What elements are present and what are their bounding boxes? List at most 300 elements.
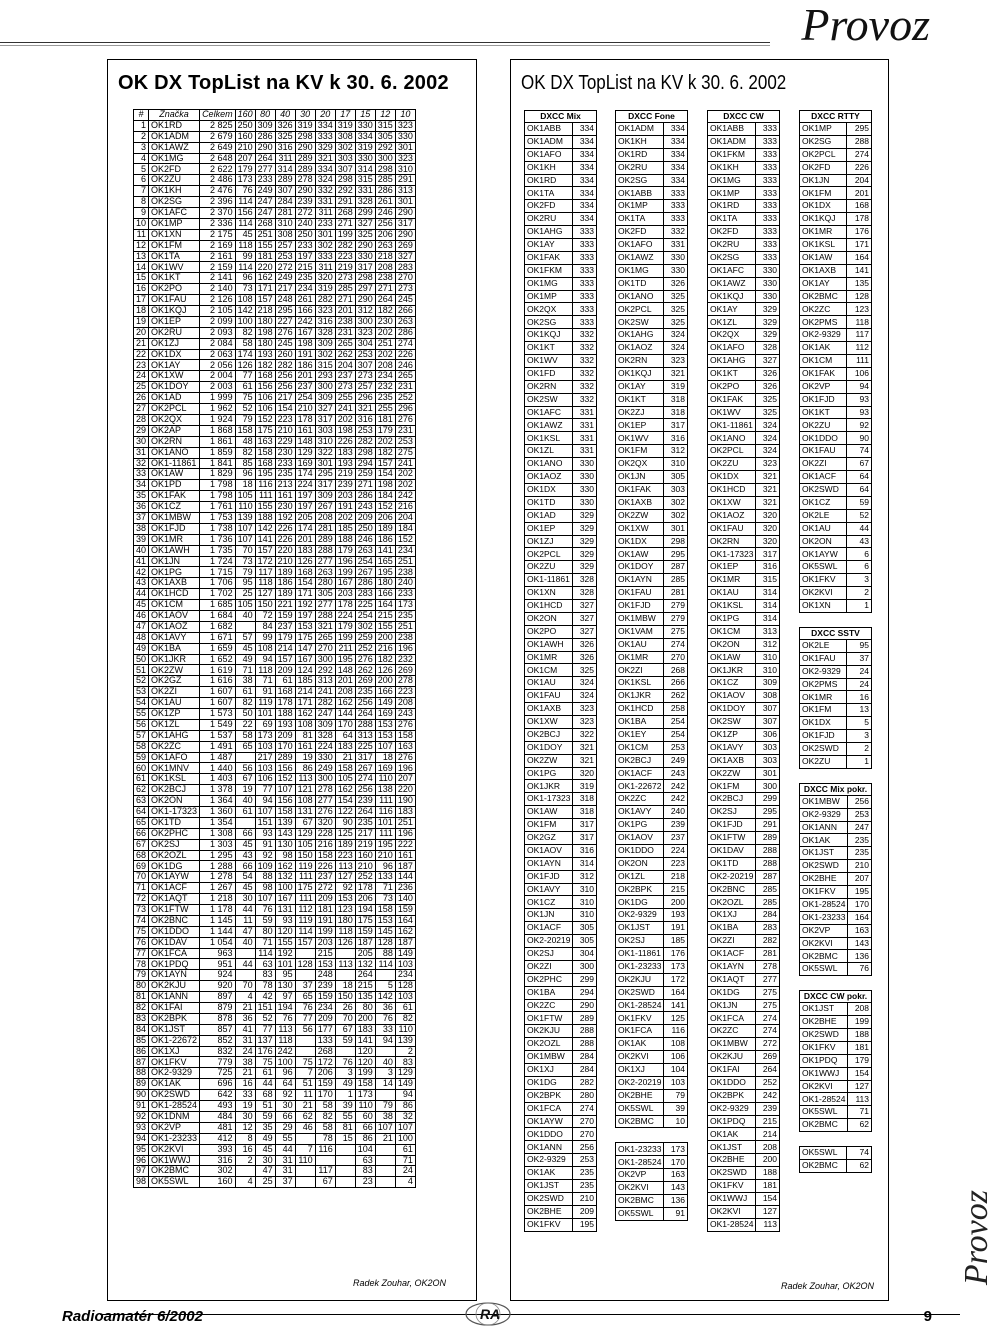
value-cell: 271 — [335, 218, 355, 229]
table-row — [134, 262, 416, 273]
callsign-cell: OK2-20219 — [616, 1076, 664, 1089]
value-cell: 77 — [255, 1024, 275, 1035]
callsign-cell: OK1ACF — [800, 471, 847, 484]
value-cell: 317 — [355, 262, 375, 273]
table-row — [616, 329, 688, 342]
value-cell: 25 — [134, 382, 149, 393]
value-cell: 192 — [295, 600, 315, 611]
table-row — [134, 436, 416, 447]
value-cell: 201 — [295, 534, 315, 545]
value-cell: 65 — [134, 817, 149, 828]
count-cell: 326 — [756, 367, 780, 380]
value-cell: 393 — [200, 1144, 236, 1155]
value-cell: 65 — [295, 992, 315, 1003]
count-cell: 333 — [756, 123, 780, 136]
value-cell: 150 — [335, 992, 355, 1003]
value-cell: 2 161 — [200, 251, 236, 262]
value-cell: 25 — [255, 1177, 275, 1188]
count-cell: 94 — [847, 380, 872, 393]
value-cell: 91 — [255, 687, 275, 698]
value-cell: 1 671 — [200, 632, 236, 643]
value-cell: 309 — [315, 719, 335, 730]
value-cell: 323 — [395, 153, 415, 164]
table-row — [134, 763, 416, 774]
value-cell: 242 — [395, 491, 415, 502]
callsign-cell: OK1-28524 — [800, 898, 848, 911]
value-cell: 211 — [335, 643, 355, 654]
value-cell: 179 — [335, 545, 355, 556]
callsign-cell: OK1DOY — [616, 561, 664, 574]
callsign-cell: OK1-11861 — [525, 574, 573, 587]
callsign-cell: OK2-9329 — [525, 1154, 573, 1167]
value-cell: 69 — [255, 719, 275, 730]
value-cell: 194 — [275, 1003, 295, 1014]
table-row — [800, 1160, 872, 1173]
value-cell: 1 440 — [200, 763, 236, 774]
count-cell: 321 — [664, 367, 688, 380]
callsign-cell: OK2VP — [149, 1122, 200, 1133]
value-cell — [335, 1144, 355, 1155]
count-cell: 243 — [664, 767, 688, 780]
table-row — [616, 445, 688, 458]
table-row — [134, 730, 416, 741]
value-cell: 181 — [315, 905, 335, 916]
table-row — [134, 1155, 416, 1166]
value-cell: 1 295 — [200, 850, 236, 861]
count-cell: 113 — [756, 1218, 780, 1231]
callsign-cell: OK1DDO — [708, 1076, 756, 1089]
dxcc-table-title: DXCC Mix pokr. — [800, 783, 872, 795]
table-row — [525, 1115, 597, 1128]
table-row — [134, 502, 416, 513]
table-row — [134, 1101, 416, 1112]
table-row — [708, 1167, 780, 1180]
value-cell: 86 — [134, 1046, 149, 1057]
value-cell: 154 — [275, 404, 295, 415]
table-row — [708, 1076, 780, 1089]
count-cell: 116 — [664, 1025, 688, 1038]
table-row — [800, 342, 872, 355]
value-cell: 297 — [355, 284, 375, 295]
count-cell: 288 — [847, 135, 872, 148]
count-cell: 334 — [573, 123, 597, 136]
callsign-cell: OK2FD — [708, 226, 756, 239]
value-cell: 289 — [295, 153, 315, 164]
value-cell: 92 — [335, 883, 355, 894]
value-cell — [375, 1046, 395, 1057]
value-cell: 110 — [295, 1155, 315, 1166]
callsign-cell: OK2-9329 — [800, 808, 848, 821]
value-cell: 229 — [275, 436, 295, 447]
value-cell: 217 — [275, 284, 295, 295]
callsign-cell: OK1MBW — [149, 512, 200, 523]
table-row — [525, 561, 597, 574]
value-cell: 261 — [375, 197, 395, 208]
value-cell: 141 — [375, 545, 395, 556]
value-cell: 2 622 — [200, 164, 236, 175]
value-cell: 157 — [255, 545, 275, 556]
value-cell: 271 — [375, 284, 395, 295]
table-row — [800, 885, 872, 898]
value-cell — [335, 970, 355, 981]
value-cell: 257 — [275, 240, 295, 251]
value-cell: 22 — [134, 349, 149, 360]
value-cell: 151 — [255, 817, 275, 828]
callsign-cell: OK1RD — [616, 148, 664, 161]
count-cell: 332 — [573, 393, 597, 406]
callsign-cell: OK1WV — [616, 432, 664, 445]
value-cell: 315 — [375, 120, 395, 131]
value-cell: 43 — [134, 578, 149, 589]
count-cell: 314 — [756, 587, 780, 600]
value-cell: 17 — [134, 295, 149, 306]
value-cell: 33 — [235, 1090, 255, 1101]
table-row — [708, 277, 780, 290]
value-cell: 66 — [134, 828, 149, 839]
table-row — [525, 213, 597, 226]
table-row — [616, 960, 688, 973]
callsign-cell: OK2FD — [525, 200, 573, 213]
count-cell: 325 — [756, 393, 780, 406]
callsign-cell: OK2RU — [708, 239, 756, 252]
count-cell: 325 — [573, 664, 597, 677]
value-cell — [375, 1166, 395, 1177]
value-cell: 161 — [295, 741, 315, 752]
value-cell: 174 — [295, 523, 315, 534]
callsign-cell: OK1MP — [616, 200, 664, 213]
count-cell: 181 — [756, 1180, 780, 1193]
table-row — [800, 226, 872, 239]
value-cell: 95 — [235, 578, 255, 589]
callsign-cell: OK2KVI — [616, 1051, 664, 1064]
value-cell: 107 — [375, 741, 395, 752]
value-cell: 83 — [134, 1013, 149, 1024]
table-row — [800, 587, 872, 600]
value-cell: 277 — [315, 556, 335, 567]
value-cell: 288 — [315, 610, 335, 621]
table-row — [525, 986, 597, 999]
table-row — [800, 458, 872, 471]
callsign-cell: OK1AHG — [708, 355, 756, 368]
value-cell: 61 — [235, 807, 255, 818]
count-cell: 283 — [756, 922, 780, 935]
value-cell: 185 — [295, 676, 315, 687]
table-row — [800, 755, 872, 768]
count-cell: 215 — [664, 883, 688, 896]
callsign-cell: OK1FTW — [149, 905, 200, 916]
value-cell: 168 — [255, 371, 275, 382]
value-cell: 89 — [134, 1079, 149, 1090]
value-cell: 167 — [335, 578, 355, 589]
value-cell: 79 — [134, 970, 149, 981]
callsign-cell: OK1MBW — [616, 612, 664, 625]
value-cell: 101 — [255, 708, 275, 719]
count-cell: 284 — [573, 1064, 597, 1077]
callsign-cell: OK2ZW — [525, 754, 573, 767]
value-cell: 31 — [134, 447, 149, 458]
value-cell: 221 — [275, 600, 295, 611]
value-cell: 86 — [355, 1133, 375, 1144]
magazine-name: Radioamatér 6/2002 — [62, 1308, 203, 1325]
value-cell: 72 — [255, 610, 275, 621]
value-cell: 159 — [315, 992, 335, 1003]
callsign-cell: OK1ABB — [708, 123, 756, 136]
table-row — [708, 767, 780, 780]
dxcc-table-title: DXCC CW pokr. — [800, 991, 872, 1003]
callsign-cell: OK1JN — [525, 909, 573, 922]
value-cell: 249 — [315, 763, 335, 774]
table-row — [800, 1029, 872, 1042]
value-cell: 161 — [295, 425, 315, 436]
callsign-cell: OK1RD — [149, 120, 200, 131]
value-cell: 208 — [335, 687, 355, 698]
table-row — [525, 909, 597, 922]
value-cell: 34 — [134, 480, 149, 491]
table-row — [800, 717, 872, 730]
count-cell: 136 — [848, 950, 872, 963]
count-cell: 136 — [664, 1195, 688, 1208]
callsign-cell: OK2GZ — [525, 831, 573, 844]
table-row — [134, 469, 416, 480]
value-cell: 21 — [375, 1133, 395, 1144]
value-cell: 1 — [134, 120, 149, 131]
callsign-cell: OK1JST — [616, 922, 664, 935]
callsign-cell: OK1KT — [616, 393, 664, 406]
table-row — [800, 963, 872, 976]
value-cell: 54 — [134, 698, 149, 709]
count-cell: 291 — [756, 819, 780, 832]
table-row — [134, 186, 416, 197]
callsign-cell: OK1JKR — [149, 654, 200, 665]
value-cell: 217 — [355, 828, 375, 839]
callsign-cell: OK1AW — [708, 651, 756, 664]
value-cell — [335, 1177, 355, 1188]
dxcc-table — [707, 110, 780, 1232]
table-row — [525, 1205, 597, 1218]
value-cell: 272 — [295, 208, 315, 219]
dxcc-table-title: DXCC Fone — [616, 111, 688, 123]
callsign-cell: OK1MP — [149, 218, 200, 229]
count-cell: 299 — [756, 793, 780, 806]
value-cell: 235 — [375, 393, 395, 404]
table-row — [616, 703, 688, 716]
value-cell: 127 — [255, 589, 275, 600]
value-cell — [235, 948, 255, 959]
value-cell: 199 — [335, 229, 355, 240]
callsign-cell: OK2-20219 — [525, 935, 573, 948]
value-cell: 2 126 — [200, 295, 236, 306]
callsign-cell: OK1CM — [708, 625, 756, 638]
count-cell: 74 — [847, 1147, 872, 1160]
table-row — [134, 414, 416, 425]
value-cell: 292 — [315, 665, 335, 676]
value-cell: 187 — [395, 861, 415, 872]
table-row — [525, 264, 597, 277]
value-cell: 7 — [295, 1144, 315, 1155]
value-cell: 160 — [200, 1177, 236, 1188]
value-cell: 61 — [395, 1144, 415, 1155]
value-cell: 83 — [255, 970, 275, 981]
value-cell: 1 738 — [200, 523, 236, 534]
callsign-cell: OK2ON — [708, 638, 756, 651]
callsign-cell: OK1CZ — [708, 677, 756, 690]
column-header: 20 — [315, 110, 335, 121]
table-row — [525, 793, 597, 806]
value-cell: 168 — [255, 458, 275, 469]
callsign-cell: OK1AY — [708, 303, 756, 316]
table-row — [616, 458, 688, 471]
callsign-cell: OK1AQT — [708, 973, 756, 986]
callsign-cell: OK1-28524 — [616, 999, 664, 1012]
value-cell: 253 — [395, 436, 415, 447]
value-cell: 129 — [395, 1068, 415, 1079]
callsign-cell: OK2VP — [616, 1169, 664, 1182]
table-row — [800, 561, 872, 574]
value-cell: 160 — [235, 131, 255, 142]
value-cell: 18 — [134, 306, 149, 317]
value-cell: 58 — [315, 1122, 335, 1133]
value-cell: 201 — [295, 371, 315, 382]
table-row — [525, 1102, 597, 1115]
callsign-cell: OK2BCJ — [525, 728, 573, 741]
callsign-cell: OK2BPK — [149, 1013, 200, 1024]
callsign-cell: OK1AWH — [149, 545, 200, 556]
value-cell: 12 — [235, 1122, 255, 1133]
callsign-cell: OK1DX — [616, 535, 664, 548]
callsign-cell: OK2KVI — [800, 587, 847, 600]
table-row — [616, 342, 688, 355]
value-cell: 84 — [255, 621, 275, 632]
callsign-cell: OK1MP — [525, 290, 573, 303]
callsign-cell: OK2BMC — [800, 1119, 848, 1132]
callsign-cell: OK2RN — [525, 380, 573, 393]
callsign-cell: OK1TD — [149, 817, 200, 828]
callsign-cell: OK1-22672 — [616, 780, 664, 793]
count-cell: 240 — [664, 806, 688, 819]
count-cell: 106 — [664, 1051, 688, 1064]
value-cell: 205 — [295, 512, 315, 523]
value-cell: 262 — [335, 349, 355, 360]
value-cell: 76 — [134, 937, 149, 948]
count-cell: 284 — [756, 909, 780, 922]
table-row — [525, 1076, 597, 1089]
count-cell: 164 — [847, 251, 872, 264]
table-row — [616, 715, 688, 728]
count-cell: 185 — [664, 935, 688, 948]
table-row — [800, 200, 872, 213]
callsign-cell: OK2BCJ — [616, 754, 664, 767]
count-cell: 333 — [664, 200, 688, 213]
table-row — [800, 522, 872, 535]
count-cell: 247 — [848, 821, 872, 834]
value-cell: 129 — [295, 447, 315, 458]
table-row — [616, 883, 688, 896]
table-row — [134, 480, 416, 491]
table-row — [708, 1180, 780, 1193]
callsign-cell: OK1AY — [800, 277, 847, 290]
count-cell: 154 — [756, 1192, 780, 1205]
callsign-cell: OK1DG — [708, 986, 756, 999]
count-cell: 242 — [664, 793, 688, 806]
callsign-cell: OK1AK — [525, 1167, 573, 1180]
count-cell: 317 — [573, 831, 597, 844]
callsign-cell: OK1AHG — [525, 226, 573, 239]
value-cell: 333 — [315, 131, 335, 142]
count-cell: 307 — [756, 715, 780, 728]
count-cell: 299 — [573, 973, 597, 986]
count-cell: 95 — [847, 639, 872, 652]
count-cell: 318 — [664, 406, 688, 419]
value-cell: 282 — [355, 436, 375, 447]
table-row — [800, 174, 872, 187]
value-cell: 47 — [134, 621, 149, 632]
value-cell: 116 — [375, 807, 395, 818]
value-cell: 186 — [295, 360, 315, 371]
value-cell: 248 — [315, 970, 335, 981]
count-cell: 332 — [573, 329, 597, 342]
value-cell: 155 — [255, 502, 275, 513]
value-cell: 226 — [275, 534, 295, 545]
callsign-cell: OK1AFO — [149, 752, 200, 763]
value-cell: 108 — [255, 643, 275, 654]
value-cell: 14 — [375, 1079, 395, 1090]
dxcc-table-title: DXCC SSTV — [800, 627, 872, 639]
value-cell: 254 — [295, 393, 315, 404]
callsign-cell: OK1AVY — [708, 741, 756, 754]
table-row — [616, 290, 688, 303]
value-cell: 106 — [255, 774, 275, 785]
value-cell: 79 — [235, 567, 255, 578]
count-cell: 316 — [664, 432, 688, 445]
count-cell: 325 — [664, 303, 688, 316]
table-row — [800, 1106, 872, 1119]
table-row — [134, 197, 416, 208]
table-row — [134, 1111, 416, 1122]
value-cell: 195 — [375, 567, 395, 578]
table-row — [800, 1003, 872, 1016]
table-row — [800, 239, 872, 252]
count-cell: 329 — [573, 522, 597, 535]
count-cell: 200 — [664, 896, 688, 909]
table-row — [708, 1038, 780, 1051]
value-cell: 198 — [375, 480, 395, 491]
callsign-cell: OK2PCL — [149, 404, 200, 415]
value-cell: 210 — [355, 861, 375, 872]
value-cell: 79 — [375, 1101, 395, 1112]
callsign-cell: OK1BA — [616, 715, 664, 728]
count-cell: 330 — [664, 264, 688, 277]
value-cell: 56 — [295, 1024, 315, 1035]
value-cell: 226 — [395, 349, 415, 360]
callsign-cell: OK1ZL — [708, 316, 756, 329]
dxcc-title: OK DX TopList na KV k 30. 6. 2002 — [521, 72, 787, 94]
value-cell: 1 403 — [200, 774, 236, 785]
table-row — [800, 380, 872, 393]
value-cell: 204 — [335, 360, 355, 371]
value-cell: 317 — [355, 752, 375, 763]
table-row — [616, 1012, 688, 1025]
table-row — [525, 831, 597, 844]
value-cell: 292 — [375, 142, 395, 153]
table-row — [800, 367, 872, 380]
table-row — [134, 600, 416, 611]
table-row — [800, 496, 872, 509]
count-cell: 235 — [573, 1180, 597, 1193]
value-cell: 224 — [335, 610, 355, 621]
value-cell: 481 — [200, 1122, 236, 1133]
count-cell: 328 — [756, 342, 780, 355]
value-cell: 100 — [235, 316, 255, 327]
